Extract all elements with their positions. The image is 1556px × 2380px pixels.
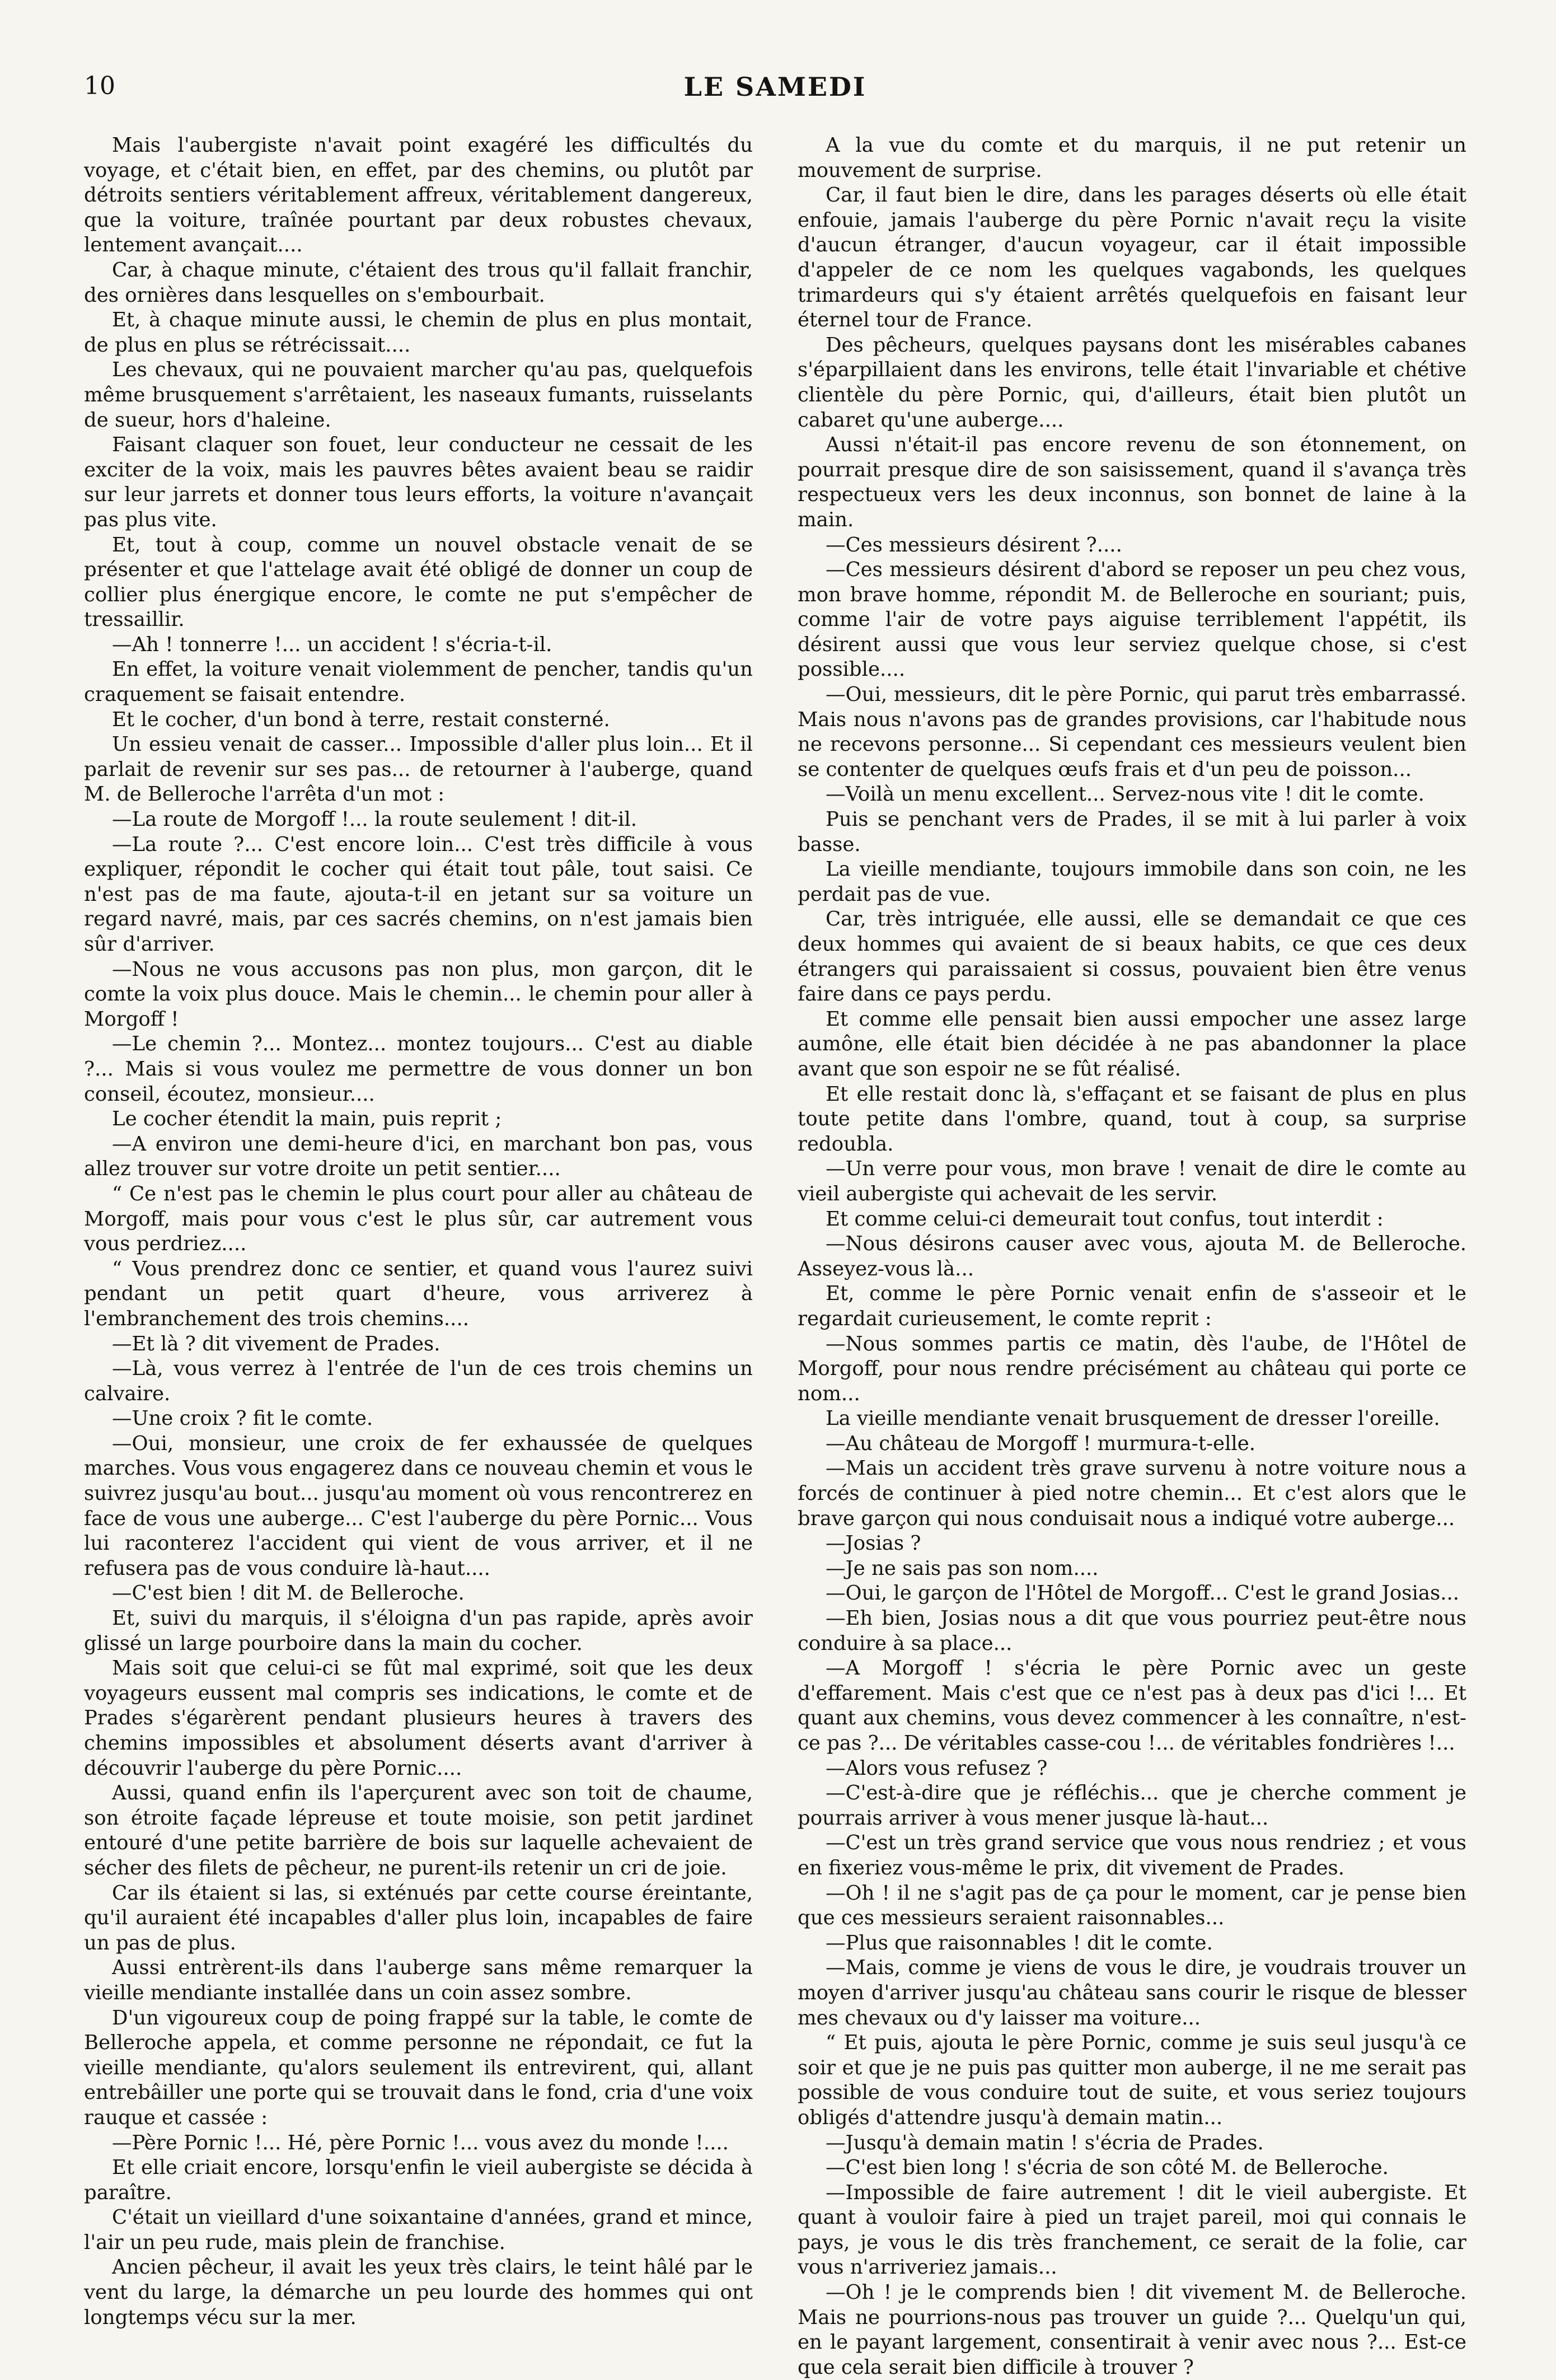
paragraph: Les chevaux, qui ne pouvaient marcher qu'au pas, quelquefois même brusquement s'arrêtaient, les naseaux fumants, ruisselants de sueur, hors d'haleine.	[84, 358, 753, 432]
paragraph: —Mais un accident très grave survenu à notre voiture nous a forcés de continuer à pied notre chemin... Et c'est alors que le brave garçon qui nous conduisait nous a indiqué votre auberge...	[798, 1457, 1466, 1530]
paragraph: —Mais, comme je viens de vous le dire, je voudrais trouver un moyen d'arriver jusqu'au château sans courir le risque de blesser mes chevaux ou d'y laisser ma voiture...	[798, 1956, 1466, 2030]
paragraph: —Eh bien, Josias nous a dit que vous pourriez peut-être nous conduire à sa place...	[798, 1607, 1466, 1655]
paragraph: La vieille mendiante, toujours immobile dans son coin, ne les perdait pas de vue.	[798, 858, 1466, 906]
paragraph: —Josias ?	[826, 1532, 921, 1555]
paragraph: “ Et puis, ajouta le père Pornic, comme je suis seul jusqu'à ce soir et que je ne puis pas quitter mon auberge, il ne me serait pas possible de vous conduire tout de suite, et vous seriez toujours obligés d'attendre jusqu'à demain matin...	[798, 2031, 1466, 2129]
paragraph: —C'est bien ! dit M. de Belleroche.	[112, 1582, 465, 1605]
paragraph: Car, à chaque minute, c'étaient des trous qu'il fallait franchir, des ornières dans lesquelles on s'embourbait.	[84, 258, 753, 307]
paragraph: —Je ne sais pas son nom....	[826, 1556, 1099, 1580]
paragraph: —Et là ? dit vivement de Prades.	[112, 1332, 440, 1355]
page-number: 10	[84, 72, 115, 100]
paragraph: —Nous sommes partis ce matin, dès l'aube, de l'Hôtel de Morgoff, pour nous rendre précisément au château qui porte ce nom...	[798, 1332, 1466, 1405]
paragraph: “ Vous prendrez donc ce sentier, et quand vous l'aurez suivi pendant un petit quart d'heure, vous arriverez à l'embranchement des trois chemins....	[84, 1257, 753, 1330]
paragraph: —Au château de Morgoff ! murmura-t-elle.	[826, 1432, 1256, 1455]
paragraph: —Oui, messieurs, dit le père Pornic, qui parut très embarrassé. Mais nous n'avons pas de grandes provisions, car l'habitude nous ne recevons personne... Si cependant ces messieurs veulent bien se contenter de quelques œufs frais et d'un peu de poisson...	[798, 683, 1466, 781]
paragraph: Aussi, quand enfin ils l'aperçurent avec son toit de chaume, son étroite façade lépreuse et toute moisie, son petit jardinet entouré d'une petite barrière de bois sur laquelle achevaient de sécher des filets de pêcheur, ne purent-ils retenir un cri de joie.	[84, 1782, 753, 1879]
paragraph: —Jusqu'à demain matin ! s'écria de Prades.	[826, 2131, 1264, 2154]
paragraph: —A Morgoff ! s'écria le père Pornic avec un geste d'effarement. Mais c'est que ce n'est pas à deux pas d'ici !... Et quant aux chemins, vous devez commencer à les connaître, n'est-ce pas ?... De véritables casse-cou !... de véritables fondrières !...	[798, 1657, 1466, 1755]
paragraph: Et, tout à coup, comme un nouvel obstacle venait de se présenter et que l'attelage avait été obligé de donner un coup de collier plus énergique encore, le comte ne put s'empêcher de tressaillir.	[84, 533, 753, 632]
paragraph: Et, comme le père Pornic venait enfin de s'asseoir et le regardait curieusement, le comte reprit :	[798, 1282, 1466, 1330]
paragraph: —C'est un très grand service que vous nous rendriez ; et vous en fixeriez vous-même le prix, dit vivement de Prades.	[798, 1831, 1466, 1879]
page-header	[84, 72, 1466, 111]
paragraph: Et, suivi du marquis, il s'éloigna d'un pas rapide, après avoir glissé un large pourboire dans la main du cocher.	[84, 1607, 753, 1655]
text-columns	[84, 133, 1466, 2379]
paragraph: —Ces messieurs désirent d'abord se reposer un peu chez vous, mon brave homme, répondit M. de Belleroche en souriant; puis, comme l'air de votre pays aiguise terriblement l'appétit, ils désirent aussi que vous leur serviez quelque chose, si c'est possible....	[798, 558, 1466, 681]
paragraph: Faisant claquer son fouet, leur conducteur ne cessait de les exciter de la voix, mais les pauvres bêtes avaient beau se raidir sur leur jarrets et donner tous leurs efforts, la voiture n'avançait pas plus vite.	[84, 433, 753, 531]
paragraph: —Ces messieurs désirent ?....	[826, 533, 1122, 557]
paragraph: —Oui, monsieur, une croix de fer exhaussée de quelques marches. Vous vous engagerez dans ce nouveau chemin et vous le suivrez jusqu'au bout... jusqu'au moment où vous rencontrerez en face de vous une auberge... C'est l'auberge du père Pornic... Vous lui raconterez l'accident qui vient de vous arriver, et il ne refusera pas de vous conduire là-haut....	[84, 1432, 753, 1580]
paragraph: Mais soit que celui-ci se fût mal exprimé, soit que les deux voyageurs eussent mal compris ses indications, le comte et de Prades s'égarèrent pendant plusieurs heures à travers des chemins impossibles et absolument déserts avant d'arriver à découvrir l'auberge du père Pornic....	[84, 1657, 753, 1780]
paragraph: —A environ une demi-heure d'ici, en marchant bon pas, vous allez trouver sur votre droite un petit sentier....	[84, 1132, 753, 1181]
paragraph: Et comme celui-ci demeurait tout confus, tout interdit :	[826, 1207, 1384, 1231]
paragraph: —Oui, le garçon de l'Hôtel de Morgoff... C'est le grand Josias...	[826, 1582, 1460, 1605]
paragraph: A la vue du comte et du marquis, il ne put retenir un mouvement de surprise.	[798, 134, 1466, 182]
left-column	[84, 133, 753, 2329]
paragraph: —Le chemin ?... Montez... montez toujours... C'est au diable ?... Mais si vous voulez me permettre de vous donner un bon conseil, écoutez, monsieur....	[84, 1032, 753, 1106]
paragraph: —La route ?... C'est encore loin... C'est très difficile à vous expliquer, répondit le cocher qui était tout pâle, tout saisi. Ce n'est pas de ma faute, ajouta-t-il en jetant sur sa voiture un regard navré, mais, par ces sacrés chemins, on n'est jamais bien sûr d'arriver.	[84, 833, 753, 956]
paragraph: —Oh ! il ne s'agit pas de ça pour le moment, car je pense bien que ces messieurs seraient raisonnables...	[798, 1881, 1466, 1930]
paragraph: Aussi n'était-il pas encore revenu de son étonnement, on pourrait presque dire de son saisissement, quand il s'avança très respectueux vers les deux inconnus, son bonnet de laine à la main.	[798, 433, 1466, 531]
paragraph: —C'est bien long ! s'écria de son côté M. de Belleroche.	[826, 2156, 1389, 2180]
paragraph: “ Ce n'est pas le chemin le plus court pour aller au château de Morgoff, mais pour vous c'est le plus sûr, car autrement vous vous perdriez....	[84, 1182, 753, 1256]
paragraph: —Ah ! tonnerre !... un accident ! s'écria-t-il.	[112, 633, 552, 656]
paragraph: —Impossible de faire autrement ! dit le vieil aubergiste. Et quant à vouloir faire à pied un trajet pareil, moi qui connais le pays, je vous le dis très franchement, ce serait de la folie, car vous n'arriveriez jamais...	[798, 2181, 1466, 2279]
paragraph: —Père Pornic !... Hé, père Pornic !... vous avez du monde !....	[112, 2131, 729, 2154]
paragraph: —La route de Morgoff !... la route seulement ! dit-il.	[112, 808, 637, 831]
paragraph: Et le cocher, d'un bond à terre, restait consterné.	[112, 708, 610, 731]
paragraph: La vieille mendiante venait brusquement de dresser l'oreille.	[826, 1407, 1440, 1430]
paragraph: —Voilà un menu excellent... Servez-nous vite ! dit le comte.	[826, 783, 1424, 806]
paragraph: —Plus que raisonnables ! dit le comte.	[826, 1931, 1213, 1955]
paragraph: Puis se penchant vers de Prades, il se mit à lui parler à voix basse.	[798, 808, 1466, 856]
paragraph: D'un vigoureux coup de poing frappé sur la table, le comte de Belleroche appela, et comme personne ne répondait, ce fut la vieille mendiante, qu'alors seulement ils entrevirent, qui, allant entrebâiller une porte qui se trouvait dans le fond, cria d'une voix rauque et cassée :	[84, 2006, 753, 2129]
paragraph: —C'est-à-dire que je réfléchis... que je cherche comment je pourrais arriver à vous mener jusque là-haut...	[798, 1782, 1466, 1830]
paragraph: Le cocher étendit la main, puis reprit ;	[112, 1107, 502, 1131]
running-title: LE SAMEDI	[683, 72, 867, 102]
paragraph: Aussi entrèrent-ils dans l'auberge sans même remarquer la vieille mendiante installée dans un coin assez sombre.	[84, 1956, 753, 2004]
paragraph: Des pêcheurs, quelques paysans dont les misérables cabanes s'éparpillaient dans les environs, telle était l'invariable et chétive clientèle du père Pornic, qui, d'ailleurs, était bien plutôt un cabaret qu'une auberge....	[798, 333, 1466, 432]
paragraph: Et elle criait encore, lorsqu'enfin le vieil aubergiste se décida à paraître.	[84, 2156, 753, 2204]
paragraph: —Nous ne vous accusons pas non plus, mon garçon, dit le comte la voix plus douce. Mais le chemin... le chemin pour aller à Morgoff !	[84, 957, 753, 1031]
right-column	[798, 133, 1466, 2379]
paragraph: C'était un vieillard d'une soixantaine d'années, grand et mince, l'air un peu rude, mais plein de franchise.	[84, 2206, 753, 2254]
paragraph: Car ils étaient si las, si exténués par cette course éreintante, qu'il auraient été incapables d'aller plus loin, incapables de faire un pas de plus.	[84, 1881, 753, 1955]
paragraph: —Oh ! je le comprends bien ! dit vivement M. de Belleroche. Mais ne pourrions-nous pas trouver un guide ?... Quelqu'un qui, en le payant largement, consentirait à venir avec nous ?... Est-ce que cela serait bien difficile à trouver ?	[798, 2281, 1466, 2379]
paragraph: Mais l'aubergiste n'avait point exagéré les difficultés du voyage, et c'était bien, en effet, par des chemins, ou plutôt par détroits sentiers véritablement affreux, véritablement dangereux, que la voiture, traînée pourtant par deux robustes chevaux, lentement avançait....	[84, 134, 753, 257]
paragraph: Et, à chaque minute aussi, le chemin de plus en plus montait, de plus en plus se rétrécissait....	[84, 308, 753, 357]
paragraph: Et comme elle pensait bien aussi empocher une assez large aumône, elle était bien décidée à ne pas abandonner la place avant que son espoir ne se fût réalisé.	[798, 1007, 1466, 1081]
paragraph: —Un verre pour vous, mon brave ! venait de dire le comte au vieil aubergiste qui achevait de les servir.	[798, 1157, 1466, 1205]
paragraph: —Alors vous refusez ?	[826, 1756, 1048, 1780]
paragraph: Ancien pêcheur, il avait les yeux très clairs, le teint hâlé par le vent du large, la démarche un peu lourde des hommes qui ont longtemps vécu sur la mer.	[84, 2256, 753, 2329]
paragraph: Et elle restait donc là, s'effaçant et se faisant de plus en plus toute petite dans l'ombre, quand, tout à coup, sa surprise redoubla.	[798, 1082, 1466, 1156]
paragraph: —Une croix ? fit le comte.	[112, 1407, 373, 1430]
paragraph: —Nous désirons causer avec vous, ajouta M. de Belleroche. Asseyez-vous là...	[798, 1232, 1466, 1280]
paragraph: Un essieu venait de casser... Impossible d'aller plus loin... Et il parlait de revenir sur ses pas... de retourner à l'auberge, quand M. de Belleroche l'arrêta d'un mot :	[84, 733, 753, 806]
paragraph: Car, il faut bien le dire, dans les parages déserts où elle était enfouie, jamais l'auberge du père Pornic n'avait reçu la visite d'aucun étranger, d'aucun voyageur, car il était impossible d'appeler de ce nom les quelques vagabonds, les quelques trimardeurs qui s'y étaient arrêtés quelquefois en faisant leur éternel tour de France.	[798, 184, 1466, 332]
paragraph: —Là, vous verrez à l'entrée de l'un de ces trois chemins un calvaire.	[84, 1357, 753, 1405]
paragraph: Car, très intriguée, elle aussi, elle se demandait ce que ces deux hommes qui avaient de si beaux habits, ce que ces deux étrangers qui paraissaient si cossus, pouvaient bien être venus faire dans ce pays perdu.	[798, 908, 1466, 1006]
paragraph: En effet, la voiture venait violemment de pencher, tandis qu'un craquement se faisait entendre.	[84, 658, 753, 707]
